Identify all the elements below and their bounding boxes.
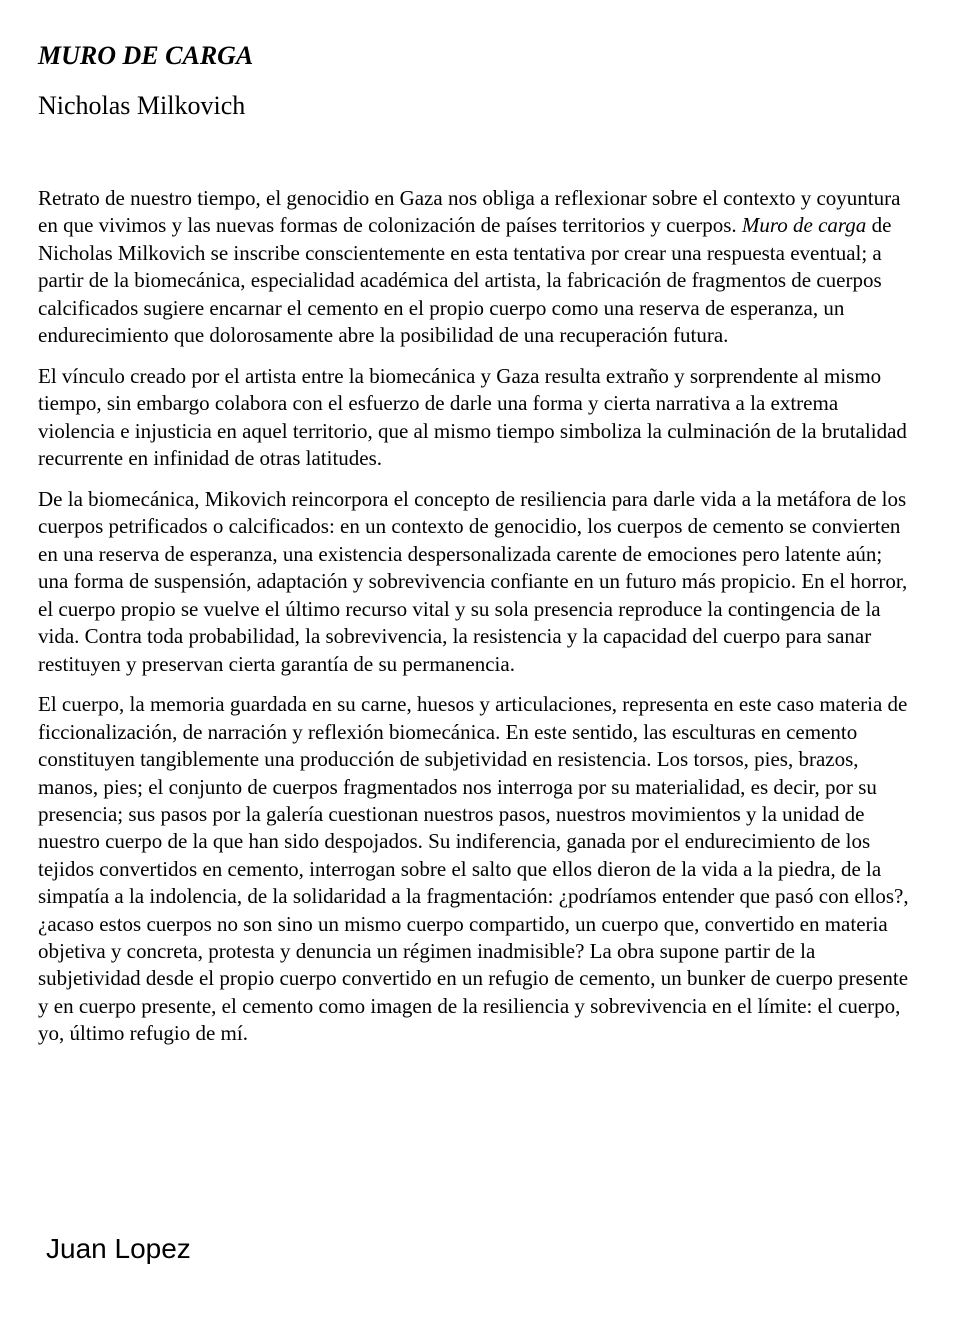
artist-name: Nicholas Milkovich: [38, 91, 246, 120]
paragraph-1-text-end: de Nicholas Milkovich se inscribe conscientemente en esta tentativa por crear una respuesta eventual; a partir de la biomecánica, especialidad académica del artista, la fabricación de fragmentos de cuerpos calcificados sugiere encarnar el cemento en el propio cuerpo como una reserva de esperanza, un endurecimiento que dolorosamente abre la posibilidad de una recuperación futura.: [38, 213, 892, 348]
artwork-title-emphasis: Muro de carga: [741, 213, 867, 238]
paragraph-1: [38, 185, 910, 349]
paragraph-3: De la biomecánica, Mikovich reincorpora el concepto de resiliencia para darle vida a la metáfora de los cuerpos petrificados o calcificados: en un contexto de genocidio, los cuerpos de cemento se convierten en una reserva de esperanza, una existencia despersonalizada carente de emociones pero latente aún; una forma de suspensión, adaptación y sobrevivencia confiante en un futuro más propicio. En el horror, el cuerpo propio se vuelve el último recurso vital y su sola presencia reproduce la contingencia de la vida. Contra toda probabilidad, la sobrevivencia, la resistencia y la capacidad del cuerpo para sanar restituyen y preservan cierta garantía de su permanencia.: [38, 487, 908, 676]
paragraph-2: El vínculo creado por el artista entre la biomecánica y Gaza resulta extraño y sorprendente al mismo tiempo, sin embargo colabora con el esfuerzo de darle una forma y cierta narrativa a la extrema violencia e injusticia en aquel territorio, que al mismo tiempo simboliza la culminación de la brutalidad recurrente en infinidad de otras latitudes.: [38, 363, 907, 471]
document-title: MURO DE CARGA: [38, 41, 254, 70]
paragraph-1-text-start: Retrato de nuestro tiempo, el genocidio en Gaza nos obliga a reflexionar sobre el contexto y coyuntura en que vivimos y las nuevas formas de colonización de países territorios y cuerpos.: [38, 186, 901, 238]
author-signature: Juan Lopez: [46, 1233, 191, 1264]
paragraph-4: El cuerpo, la memoria guardada en su carne, huesos y articulaciones, representa en este caso materia de ficcionalización, de narración y reflexión biomecánica. En este sentido, las esculturas en cemento constituyen tangiblemente una producción de subjetividad en resistencia. Los torsos, pies, brazos, manos, pies; el conjunto de cuerpos fragmentados nos interroga por su materialidad, es decir, por su presencia; sus pasos por la galería cuestionan nuestros pasos, nuestros movimientos y la unidad de nuestro cuerpo de la que han sido despojados. Su indiferencia, ganada por el endurecimiento de los tejidos convertidos en cemento, interrogan sobre el salto que ellos dieron de la vida a la piedra, de la simpatía a la indolencia, de la solidaridad a la fragmentación: ¿podríamos entender que pasó con ellos?, ¿acaso estos cuerpos no son sino un mismo cuerpo compartido, un cuerpo que, convertido en materia objetiva y concreta, protesta y denuncia un régimen inadmisible? La obra supone partir de la subjetividad desde el propio cuerpo convertido en un refugio de cemento, un bunker de cuerpo presente y en cuerpo presente, el cemento como imagen de la resiliencia y sobrevivencia en el límite: el cuerpo, yo, último refugio de mí.: [38, 692, 909, 1046]
document-body: [38, 185, 910, 1061]
